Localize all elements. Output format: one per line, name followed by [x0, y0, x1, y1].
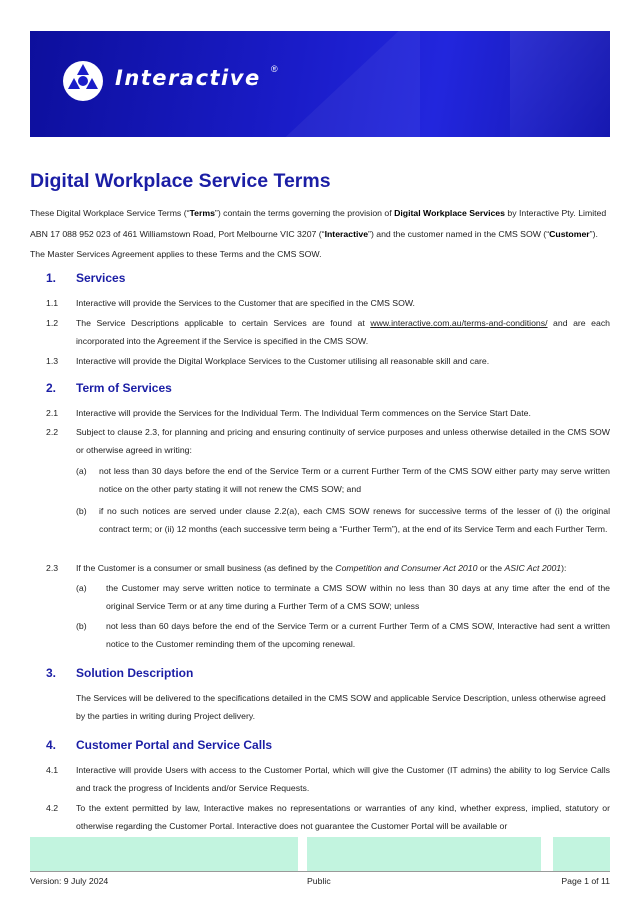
footer-version: Version: 9 July 2024	[30, 876, 109, 886]
brand-name: Interactive	[115, 66, 261, 90]
banner-decoration	[260, 31, 420, 137]
footer-band-right	[553, 837, 610, 871]
footer-page-number: Page 1 of 11	[561, 876, 610, 886]
page-title: Digital Workplace Service Terms	[30, 170, 331, 192]
footer-classification: Public	[307, 876, 331, 886]
banner-decoration	[510, 31, 610, 137]
intro-paragraph: These Digital Workplace Service Terms (“Terms”) contain the terms governing the provision of Digital Workplace Services by Interactive Pty. Limited ABN 17 088 952 023 of 461 Williamstown Road, Port Melbourne VIC 3207 (“Interactive”) and the customer named in the CMS SOW (“Customer”). The Master Services Agreement applies to these Terms and the CMS SOW.	[30, 208, 607, 259]
footer-band-left	[30, 837, 298, 871]
footer-band-center	[307, 837, 541, 871]
header-banner	[30, 31, 610, 137]
interactive-logo-icon	[62, 60, 104, 102]
registered-mark: ®	[271, 64, 278, 74]
footer-divider	[30, 871, 610, 872]
terms-link[interactable]: www.interactive.com.au/terms-and-conditions/	[370, 318, 548, 328]
